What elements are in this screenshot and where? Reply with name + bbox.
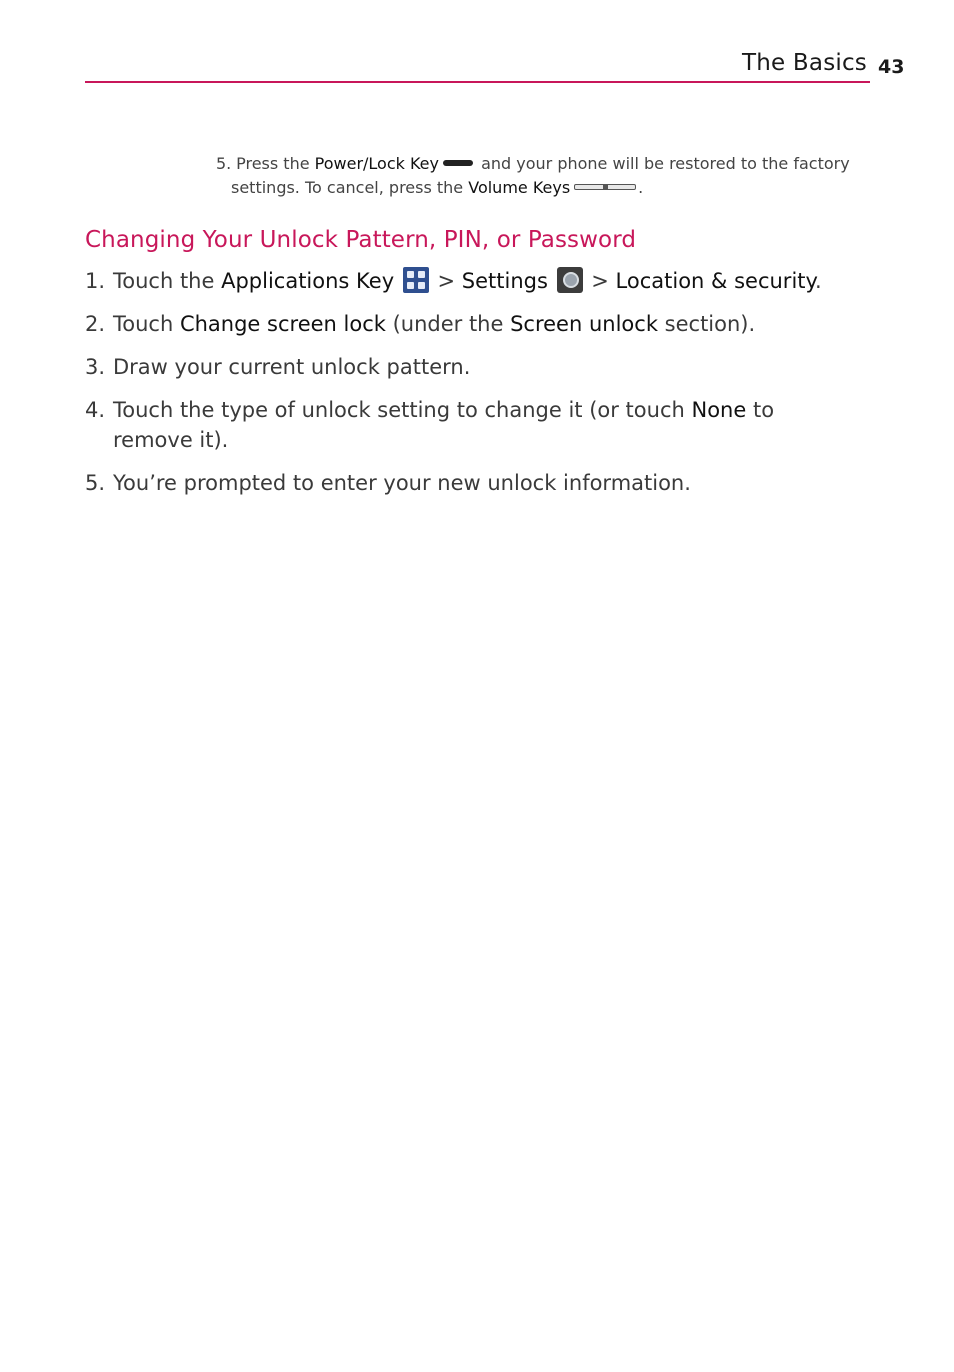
applications-icon [403,267,429,293]
separator: > [584,269,616,293]
step-text: to remove it). [113,398,775,452]
step-text: Draw your current unlock pattern. [113,355,471,379]
separator: > [430,269,462,293]
previous-step-line-2 [216,176,856,200]
step-number: 4. [85,398,106,422]
step-number: 3. [85,355,106,379]
step-text: . [638,178,644,197]
step-text: Touch the type of unlock setting to change it (or touch [113,398,692,422]
list-item [85,309,855,339]
step-number: 5. [85,471,106,495]
step-text: and your phone will be restored to the factory [475,154,850,173]
power-lock-key-label: Power/Lock Key [314,154,439,173]
applications-key-label: Applications Key [221,269,395,293]
step-text: You’re prompted to enter your new unlock information. [113,471,691,495]
step-number: 1. [85,269,106,293]
screen-unlock-label: Screen unlock [510,312,658,336]
step-text: (under the [385,312,511,336]
step-text: . [814,269,822,293]
change-screen-lock-label: Change screen lock [179,312,386,336]
previous-step-5 [216,152,856,200]
list-item [85,395,855,455]
location-security-label: Location & security [615,269,815,293]
list-item [85,352,855,382]
section-header-title: The Basics [742,50,867,76]
power-key-icon [443,160,473,166]
header-divider [85,81,870,83]
page-number: 43 [878,56,905,78]
step-text: Press the [236,154,315,173]
volume-keys-label: Volume Keys [468,178,571,197]
step-text: Touch the [113,269,222,293]
none-label: None [691,398,747,422]
volume-keys-icon [574,184,636,190]
section-title: Changing Your Unlock Pattern, PIN, or Password [85,227,637,253]
step-text: Touch [113,312,180,336]
step-number: 5. [216,154,232,173]
previous-step-line-1 [216,152,856,176]
settings-label: Settings [461,269,548,293]
step-text: settings. To cancel, press the [231,178,469,197]
steps-list [85,266,855,511]
step-text: section). [657,312,756,336]
settings-icon [557,267,583,293]
list-item [85,468,855,498]
step-number: 2. [85,312,106,336]
list-item [85,266,855,296]
